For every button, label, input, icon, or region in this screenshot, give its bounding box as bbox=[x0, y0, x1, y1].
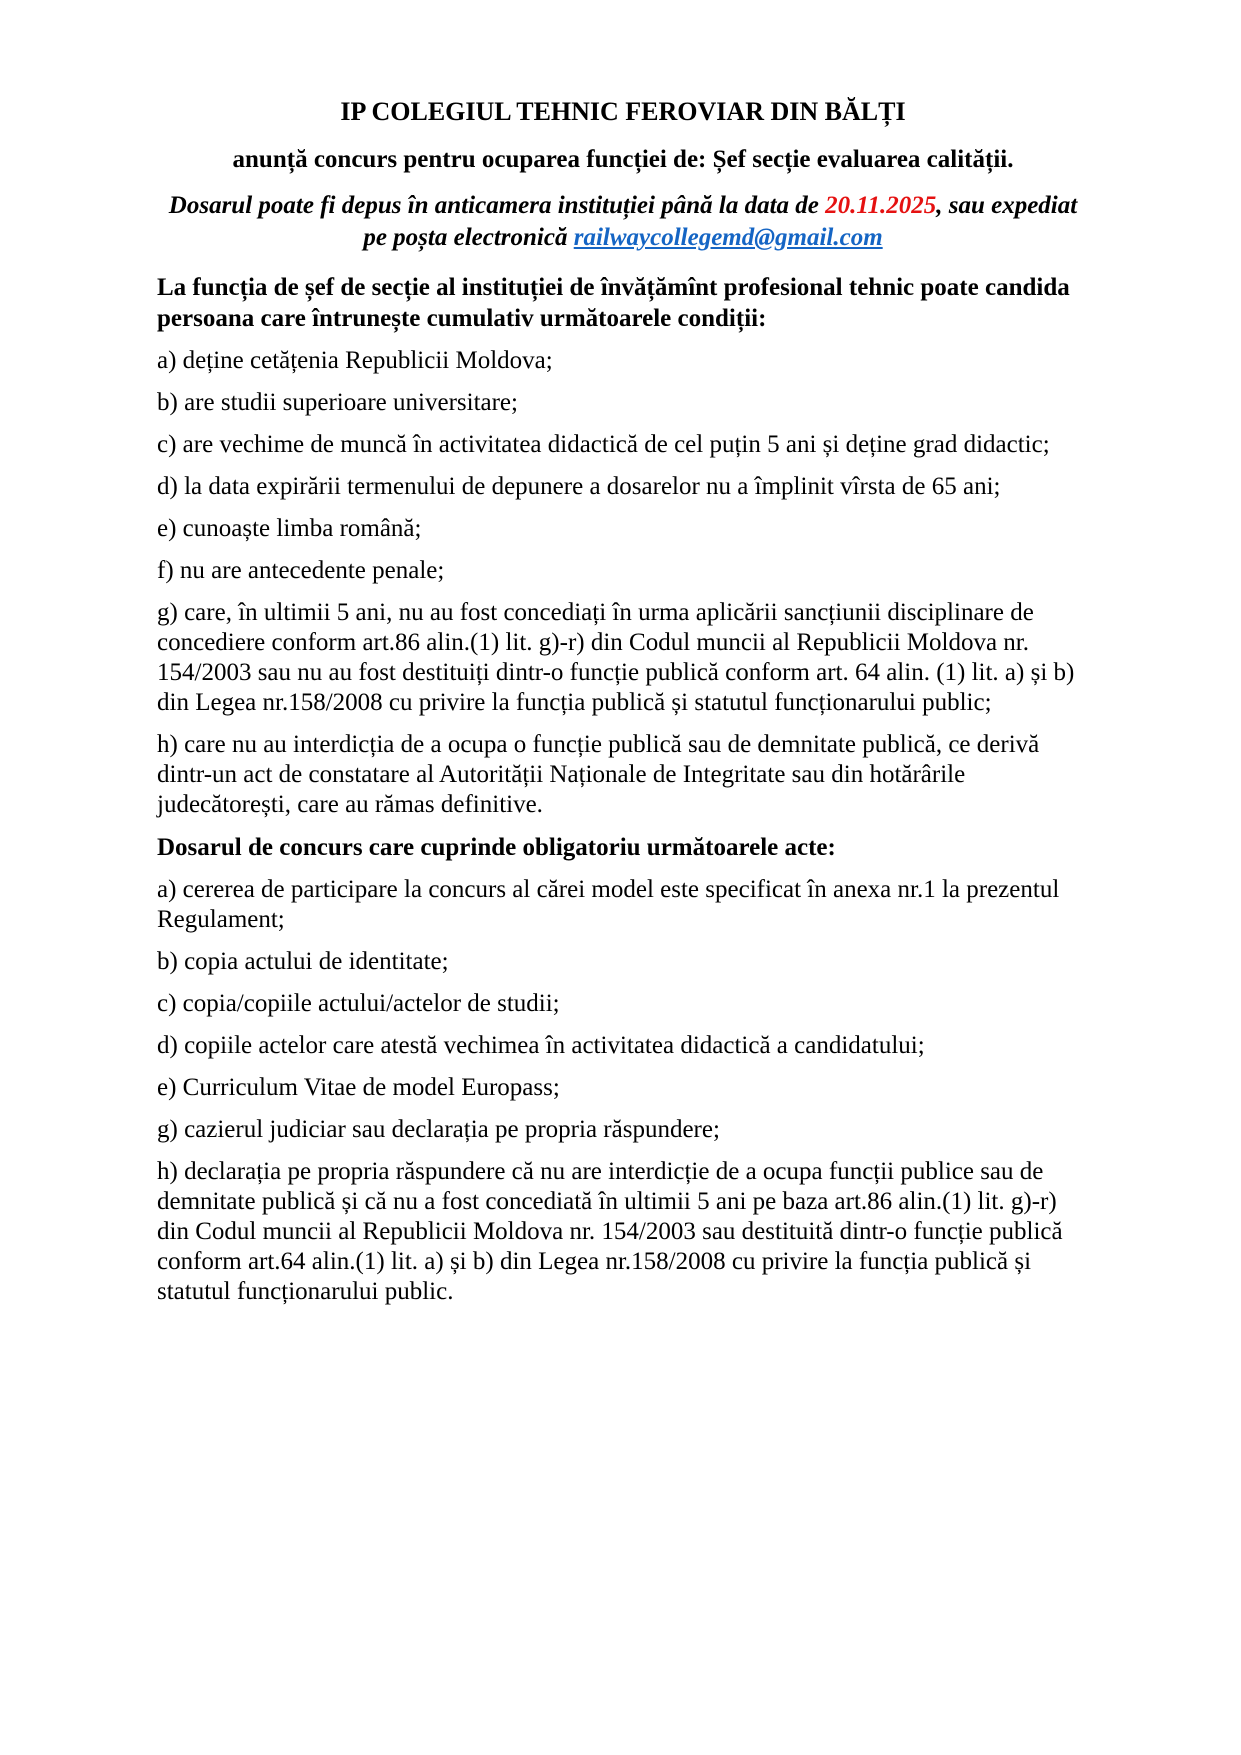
dossier-item-b: b) copia actului de identitate; bbox=[157, 948, 449, 975]
dossier-item-e: e) Curriculum Vitae de model Europass; bbox=[157, 1074, 560, 1101]
notice-text-after-date: , sau expediat pe poșta electronică bbox=[363, 192, 1078, 251]
dossier-item-d: d) copiile actelor care atestă vechimea în activitatea didactică a candidatului; bbox=[157, 1032, 925, 1059]
deadline-date: 20.11.2025 bbox=[825, 192, 937, 219]
email-link[interactable]: railwaycollegemd@gmail.com bbox=[573, 224, 883, 251]
dossier-item-c: c) copia/copiile actului/actelor de studii; bbox=[157, 990, 560, 1017]
dossier-item-h: h) declarația pe propria răspundere că nu are interdicție de a ocupa funcții publice sau de demnitate publică și că nu a fost concediată în ultimii 5 ani pe baza art.86 alin.(1) lit. g)-r) din Codul muncii al Republicii Moldova nr. 154/2003 sau destituită dintr-o funcție publică conform art.64 alin.(1) lit. a) și b) din Legea nr.158/2008 cu privire la funcția publică și statutul funcționarului public. bbox=[157, 1158, 1063, 1305]
dossier-item-a: a) cererea de participare la concurs al cărei model este specificat în anexa nr.1 la prezentul Regulament; bbox=[157, 876, 1060, 933]
dossier-item-g: g) cazierul judiciar sau declarația pe propria răspundere; bbox=[157, 1116, 720, 1143]
conditions-heading: La funcția de șef de secție al instituției de învățămînt profesional tehnic poate candida persoana care întrunește cumulativ următoarele condiții: bbox=[157, 274, 1070, 332]
document-title: IP COLEGIUL TEHNIC FEROVIAR DIN BĂLȚI bbox=[340, 97, 906, 126]
notice-text-before-date: Dosarul poate fi depus în anticamera instituției până la data de bbox=[168, 192, 826, 219]
condition-item-g: g) care, în ultimii 5 ani, nu au fost concediați în urma aplicării sancțiunii disciplinare de concediere conform art.86 alin.(1) lit. g)-r) din Codul muncii al Republicii Moldova nr. 154/2003 sau nu au fost destituiți dintr-o funcție publică conform art. 64 alin. (1) lit. a) și b) din Legea nr.158/2008 cu privire la funcția publică și statutul funcționarului public; bbox=[157, 599, 1075, 716]
document-subtitle: anunță concurs pentru ocuparea funcției de: Șef secție evaluarea calității. bbox=[232, 146, 1014, 173]
condition-item-f: f) nu are antecedente penale; bbox=[157, 557, 445, 584]
condition-item-a: a) deține cetățenia Republicii Moldova; bbox=[157, 347, 553, 374]
submission-notice bbox=[157, 190, 1089, 254]
dossier-heading: Dosarul de concurs care cuprinde obligatoriu următoarele acte: bbox=[157, 834, 836, 861]
condition-item-c: c) are vechime de muncă în activitatea didactică de cel puțin 5 ani și deține grad didactic; bbox=[157, 431, 1050, 458]
condition-item-d: d) la data expirării termenului de depunere a dosarelor nu a împlinit vîrsta de 65 ani; bbox=[157, 473, 1001, 500]
condition-item-h: h) care nu au interdicția de a ocupa o funcție publică sau de demnitate publică, ce derivă dintr-un act de constatare al Autorității Naționale de Integritate sau din hotărârile judecătorești, care au rămas definitive. bbox=[157, 731, 1040, 818]
condition-item-b: b) are studii superioare universitare; bbox=[157, 389, 518, 416]
condition-item-e: e) cunoaște limba română; bbox=[157, 515, 422, 542]
